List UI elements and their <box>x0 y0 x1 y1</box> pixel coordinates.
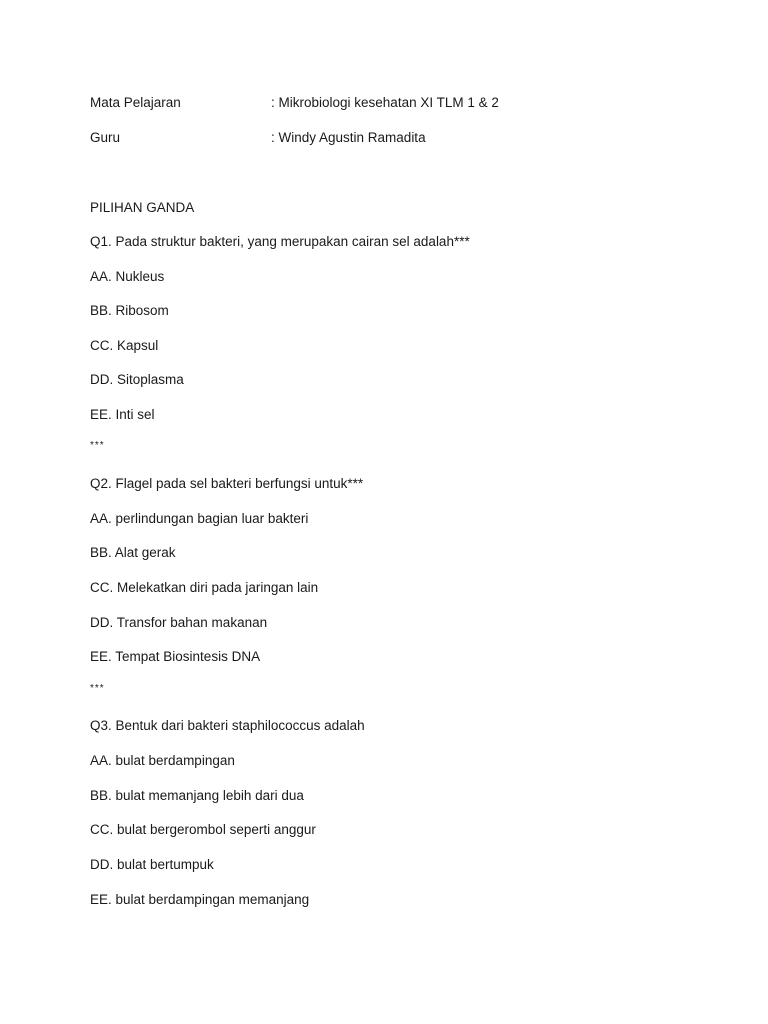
question-1-option-b: BB. Ribosom <box>90 303 169 318</box>
teacher-row <box>90 128 426 148</box>
question-3-option-d: DD. bulat bertumpuk <box>90 857 214 872</box>
question-1-option-d: DD. Sitoplasma <box>90 372 184 387</box>
question-3-option-c: CC. bulat bergerombol seperti anggur <box>90 822 316 837</box>
teacher-label: Guru <box>90 130 121 145</box>
question-3-option-e: EE. bulat berdampingan memanjang <box>90 892 310 907</box>
question-3-option-b: BB. bulat memanjang lebih dari dua <box>90 788 304 803</box>
question-2-option-a: AA. perlindungan bagian luar bakteri <box>90 511 309 526</box>
subject-row <box>90 93 499 113</box>
subject-label: Mata Pelajaran <box>90 95 181 110</box>
question-3-text: Q3. Bentuk dari bakteri staphilococcus adalah <box>90 718 365 733</box>
question-2-option-e: EE. Tempat Biosintesis DNA <box>90 649 261 664</box>
section-title: PILIHAN GANDA <box>90 200 195 215</box>
question-2-option-b: BB. Alat gerak <box>90 545 176 560</box>
question-2-separator: *** <box>90 683 105 694</box>
question-1-option-e: EE. Inti sel <box>90 407 155 422</box>
teacher-value: : Windy Agustin Ramadita <box>271 130 426 145</box>
question-1-separator: *** <box>90 440 105 451</box>
question-2-option-d: DD. Transfor bahan makanan <box>90 615 268 630</box>
question-1-option-a: AA. Nukleus <box>90 269 165 284</box>
question-2-option-c: CC. Melekatkan diri pada jaringan lain <box>90 580 319 595</box>
subject-value: : Mikrobiologi kesehatan XI TLM 1 & 2 <box>271 95 499 110</box>
question-1-text: Q1. Pada struktur bakteri, yang merupakan cairan sel adalah*** <box>90 234 470 249</box>
question-1-option-c: CC. Kapsul <box>90 338 159 353</box>
question-3-option-a: AA. bulat berdampingan <box>90 753 235 768</box>
question-2-text: Q2. Flagel pada sel bakteri berfungsi untuk*** <box>90 476 364 491</box>
